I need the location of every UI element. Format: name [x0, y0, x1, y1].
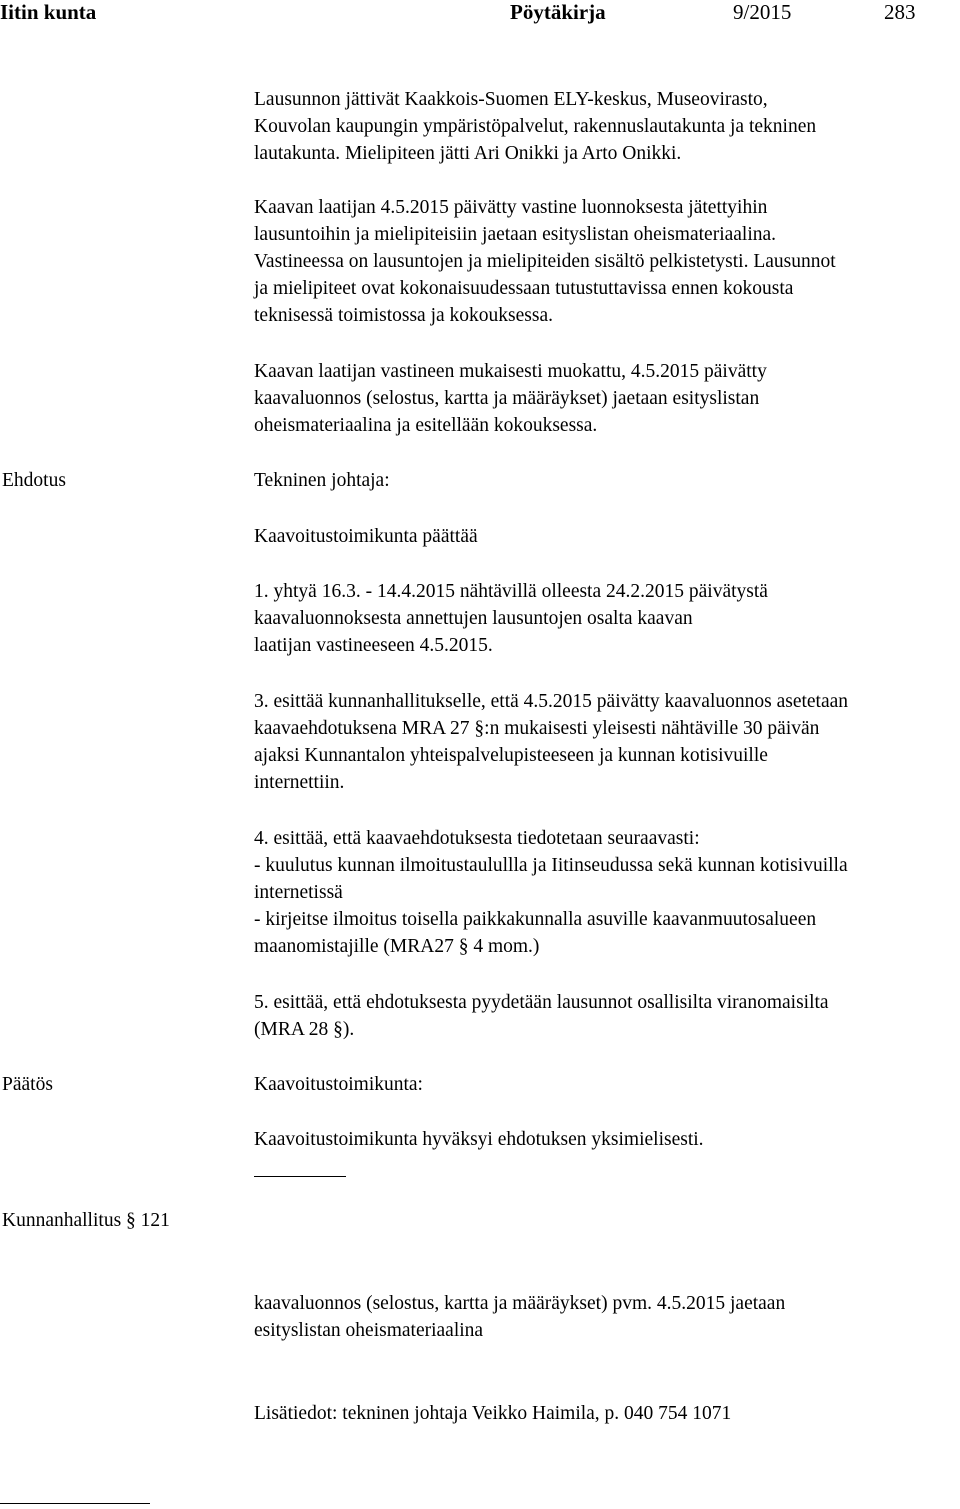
municipality-name: Iitin kunta — [0, 0, 97, 24]
proposal-label: Ehdotus — [2, 470, 66, 491]
item5-line-1: 5. esittää, että ehdotuksesta pyydetään lausunnot osallisilta viranomaisilta — [254, 992, 829, 1013]
decision-text: Kaavoitustoimikunta hyväksyi ehdotuksen yksimielisesti. — [254, 1129, 704, 1150]
decision-label: Päätös — [2, 1074, 53, 1095]
item3-line-2: kaavaehdotuksena MRA 27 §:n mukaisesti yleisesti nähtäville 30 päivän — [254, 718, 820, 739]
item4-line-5: maanomistajille (MRA27 § 4 mom.) — [254, 936, 540, 957]
item3-line-3: ajaksi Kunnantalon yhteispalvelupisteeseen ja kunnan kotisivuille — [254, 745, 768, 766]
item4-line-4: - kirjeitse ilmoitus toisella paikkakunnalla asuville kaavanmuutosalueen — [254, 909, 817, 930]
decision-body: Kaavoitustoimikunta: — [254, 1074, 423, 1095]
item1-line-1: 1. yhtyä 16.3. - 14.4.2015 nähtävillä olleesta 24.2.2015 päivätystä — [254, 581, 768, 602]
item3-line-1: 3. esittää kunnanhallitukselle, että 4.5.2015 päivätty kaavaluonnos asetetaan — [254, 691, 849, 712]
item5-line-2: (MRA 28 §). — [254, 1019, 355, 1040]
board-info: Lisätiedot: tekninen johtaja Veikko Haimila, p. 040 754 1071 — [254, 1403, 732, 1424]
intro-line-2: Kouvolan kaupungin ympäristöpalvelut, rakennuslautakunta ja tekninen — [254, 116, 817, 137]
item3-line-4: internettiin. — [254, 772, 345, 793]
intro-line-3: lautakunta. Mielipiteen jätti Ari Onikki ja Arto Onikki. — [254, 143, 682, 164]
proposal-decider: Kaavoitustoimikunta päättää — [254, 526, 478, 547]
response-line-3: Vastineessa on lausuntojen ja mielipiteiden sisältö pelkistetysti. Lausunnot — [254, 251, 836, 272]
response-line-5: teknisessä toimistossa ja kokouksessa. — [254, 305, 553, 326]
footer-rule — [0, 1503, 150, 1504]
item4-line-3: internetissä — [254, 882, 343, 903]
amended-line-2: kaavaluonnos (selostus, kartta ja määräykset) jaetaan esityslistan — [254, 388, 760, 409]
board-label: Kunnanhallitus § 121 — [2, 1210, 170, 1231]
item4-line-2: - kuulutus kunnan ilmoitustaulullla ja Iitinseudussa sekä kunnan kotisivuilla — [254, 855, 848, 876]
amended-line-3: oheismateriaalina ja esitellään kokouksessa. — [254, 415, 598, 436]
board-line-2: esityslistan oheismateriaalina — [254, 1320, 484, 1341]
response-line-1: Kaavan laatijan 4.5.2015 päivätty vastine luonnoksesta jätettyihin — [254, 197, 768, 218]
page-number: 283 — [884, 0, 916, 24]
document-type: Pöytäkirja — [510, 0, 606, 24]
response-line-2: lausuntoihin ja mielipiteisiin jaetaan esityslistan oheismateriaalina. — [254, 224, 777, 245]
amended-line-1: Kaavan laatijan vastineen mukaisesti muokattu, 4.5.2015 päivätty — [254, 361, 767, 382]
item4-line-1: 4. esittää, että kaavaehdotuksesta tiedotetaan seuraavasti: — [254, 828, 700, 849]
response-line-4: ja mielipiteet ovat kokonaisuudessaan tutustuttavissa ennen kokousta — [254, 278, 794, 299]
issue-number: 9/2015 — [733, 0, 792, 24]
item1-line-2: kaavaluonnoksesta annettujen lausuntojen osalta kaavan — [254, 608, 693, 629]
proposal-presenter: Tekninen johtaja: — [254, 470, 390, 491]
board-line-1: kaavaluonnos (selostus, kartta ja määräykset) pvm. 4.5.2015 jaetaan — [254, 1293, 786, 1314]
decision-end-rule — [254, 1176, 346, 1177]
intro-line-1: Lausunnon jättivät Kaakkois-Suomen ELY-keskus, Museovirasto, — [254, 89, 768, 110]
item1-line-3: laatijan vastineeseen 4.5.2015. — [254, 635, 493, 656]
